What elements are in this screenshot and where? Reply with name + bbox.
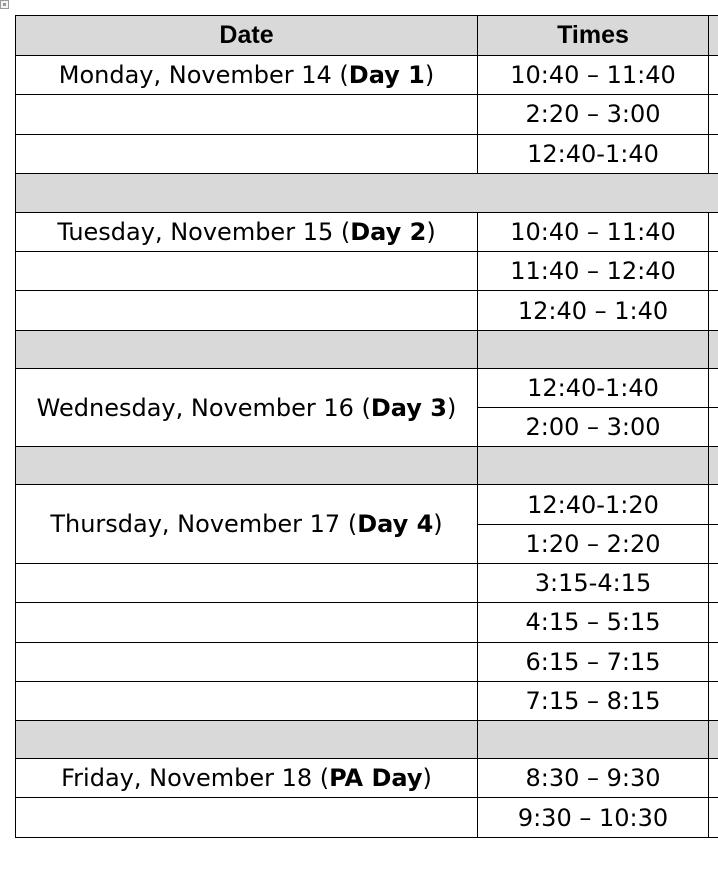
table-row bbox=[16, 252, 718, 291]
day-date-text: Thursday, November 17 ( bbox=[50, 510, 358, 539]
time-cell: 9:30 – 10:30 bbox=[478, 798, 709, 837]
extra-cell bbox=[709, 212, 718, 251]
separator-row bbox=[16, 330, 718, 368]
day-date-suffix: ) bbox=[424, 61, 435, 90]
extra-cell bbox=[709, 642, 718, 681]
date-cell-empty bbox=[16, 798, 478, 837]
day-date-text: Monday, November 14 ( bbox=[58, 61, 349, 90]
date-cell-empty bbox=[16, 134, 478, 173]
day-date-text: Tuesday, November 15 ( bbox=[57, 218, 351, 247]
date-column-header: Date bbox=[16, 16, 478, 56]
day-label: Day 2 bbox=[350, 218, 427, 247]
extra-cell bbox=[709, 603, 718, 642]
day-label: PA Day bbox=[329, 764, 423, 793]
image-placeholder-icon bbox=[0, 0, 9, 9]
table-row bbox=[16, 603, 718, 642]
separator-cell bbox=[709, 721, 718, 759]
date-cell-empty bbox=[16, 291, 478, 330]
date-cell-empty bbox=[16, 252, 478, 291]
day-label: Day 1 bbox=[348, 61, 425, 90]
date-cell-empty bbox=[16, 681, 478, 720]
table-row bbox=[16, 95, 718, 134]
separator-cell bbox=[16, 447, 478, 485]
separator-cell bbox=[16, 173, 718, 212]
extra-cell bbox=[709, 798, 718, 837]
time-cell: 12:40-1:40 bbox=[478, 134, 709, 173]
day-date-suffix: ) bbox=[422, 764, 432, 793]
table-row bbox=[16, 134, 718, 173]
extra-cell bbox=[709, 408, 718, 447]
extra-column-header bbox=[709, 16, 718, 56]
separator-cell bbox=[478, 721, 709, 759]
schedule-table bbox=[15, 15, 718, 838]
day-date-cell bbox=[16, 56, 478, 95]
time-cell: 3:15-4:15 bbox=[478, 563, 709, 602]
time-cell: 2:20 – 3:00 bbox=[478, 95, 709, 134]
extra-cell bbox=[709, 291, 718, 330]
day-date-cell bbox=[16, 759, 478, 798]
day-date-suffix: ) bbox=[426, 218, 436, 247]
time-cell: 4:15 – 5:15 bbox=[478, 603, 709, 642]
extra-cell bbox=[709, 134, 718, 173]
extra-cell bbox=[709, 368, 718, 407]
table-row bbox=[16, 291, 718, 330]
table-row bbox=[16, 798, 718, 837]
separator-cell bbox=[16, 330, 478, 368]
time-cell: 10:40 – 11:40 bbox=[478, 56, 709, 95]
time-cell: 12:40 – 1:40 bbox=[478, 291, 709, 330]
time-cell: 11:40 – 12:40 bbox=[478, 252, 709, 291]
day-date-cell bbox=[16, 212, 478, 251]
extra-cell bbox=[709, 681, 718, 720]
extra-cell bbox=[709, 759, 718, 798]
time-cell: 12:40-1:20 bbox=[478, 485, 709, 524]
day-date-text: Friday, November 18 ( bbox=[61, 764, 330, 793]
table-row bbox=[16, 681, 718, 720]
extra-cell bbox=[709, 252, 718, 291]
date-cell-empty bbox=[16, 642, 478, 681]
table-row bbox=[16, 212, 718, 251]
table-row bbox=[16, 56, 718, 95]
table-header-row bbox=[16, 16, 718, 56]
separator-row bbox=[16, 721, 718, 759]
day-date-cell bbox=[16, 368, 478, 447]
time-cell: 1:20 – 2:20 bbox=[478, 524, 709, 563]
day-date-cell bbox=[16, 485, 478, 564]
time-cell: 2:00 – 3:00 bbox=[478, 408, 709, 447]
time-cell: 6:15 – 7:15 bbox=[478, 642, 709, 681]
table-row bbox=[16, 642, 718, 681]
day-date-suffix: ) bbox=[446, 393, 457, 422]
date-cell-empty bbox=[16, 563, 478, 602]
time-cell: 7:15 – 8:15 bbox=[478, 681, 709, 720]
day-label: Day 4 bbox=[357, 510, 434, 539]
table-row bbox=[16, 759, 718, 798]
extra-cell bbox=[709, 485, 718, 524]
separator-row bbox=[16, 173, 718, 212]
day-date-suffix: ) bbox=[433, 510, 443, 539]
extra-cell bbox=[709, 563, 718, 602]
times-column-header: Times bbox=[478, 16, 709, 56]
separator-cell bbox=[16, 721, 478, 759]
table-row bbox=[16, 563, 718, 602]
separator-cell bbox=[709, 330, 718, 368]
day-date-text: Wednesday, November 16 ( bbox=[36, 393, 371, 422]
separator-row bbox=[16, 447, 718, 485]
date-cell-empty bbox=[16, 603, 478, 642]
time-cell: 8:30 – 9:30 bbox=[478, 759, 709, 798]
separator-cell bbox=[478, 447, 709, 485]
extra-cell bbox=[709, 524, 718, 563]
separator-cell bbox=[478, 330, 709, 368]
day-label: Day 3 bbox=[370, 393, 447, 422]
extra-cell bbox=[709, 56, 718, 95]
date-cell-empty bbox=[16, 95, 478, 134]
table-row bbox=[16, 368, 718, 407]
separator-cell bbox=[709, 447, 718, 485]
time-cell: 12:40-1:40 bbox=[478, 368, 709, 407]
table-row bbox=[16, 485, 718, 524]
extra-cell bbox=[709, 95, 718, 134]
time-cell: 10:40 – 11:40 bbox=[478, 212, 709, 251]
